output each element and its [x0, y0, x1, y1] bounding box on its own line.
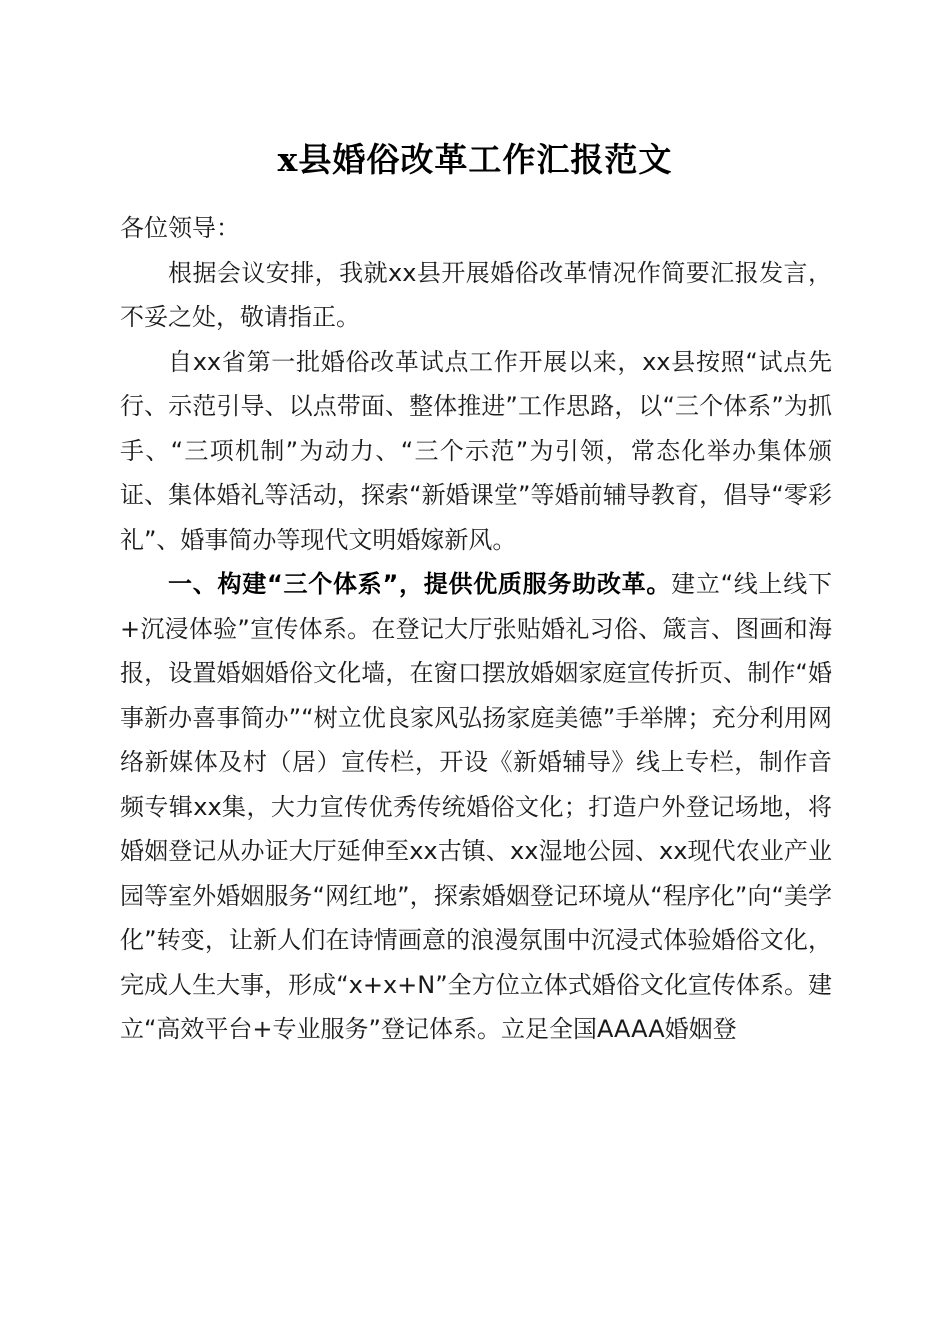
section-one-body: 建立“线上线下+沉浸体验”宣传体系。在登记大厅张贴婚礼习俗、箴言、图画和海报，设置婚姻婚俗文化墙，在窗口摆放婚姻家庭宣传折页、制作“婚事新办喜事简办”“树立优良家风弘扬家庭美德”手举牌；充分利用网络新媒体及村（居）宣传栏，开设《新婚辅导》线上专栏，制作音频专辑xx集，大力宣传优秀传统婚俗文化；打造户外登记场地，将婚姻登记从办证大厅延伸至xx古镇、xx湿地公园、xx现代农业产业园等室外婚姻服务“网红地”，探索婚姻登记环境从“程序化”向“美学化”转变，让新人们在诗情画意的浪漫氛围中沉浸式体验婚俗文化，完成人生大事，形成“x+x+N”全方位立体式婚俗文化宣传体系。建立“高效平台+专业服务”登记体系。立足全国AAAA婚姻登: [120, 570, 833, 1043]
document-body: [120, 206, 832, 1052]
section-one-heading: 一、构建“三个体系”，提供优质服务助改革。: [168, 570, 672, 598]
section-one-paragraph: [120, 562, 832, 1052]
salutation: 各位领导：: [120, 214, 240, 242]
paragraph-intro: 根据会议安排，我就xx县开展婚俗改革情况作简要汇报发言，不妥之处，敬请指正。: [120, 258, 832, 331]
paragraph-overview: 自xx省第一批婚俗改革试点工作开展以来，xx县按照“试点先行、示范引导、以点带面、整体推进”工作思路，以“三个体系”为抓手、“三项机制”为动力、“三个示范”为引领，常态化举办集体颁证、集体婚礼等活动，探索“新婚课堂”等婚前辅导教育，倡导“零彩礼”、婚事简办等现代文明婚嫁新风。: [120, 347, 832, 554]
document-title: x县婚俗改革工作汇报范文: [277, 140, 673, 179]
